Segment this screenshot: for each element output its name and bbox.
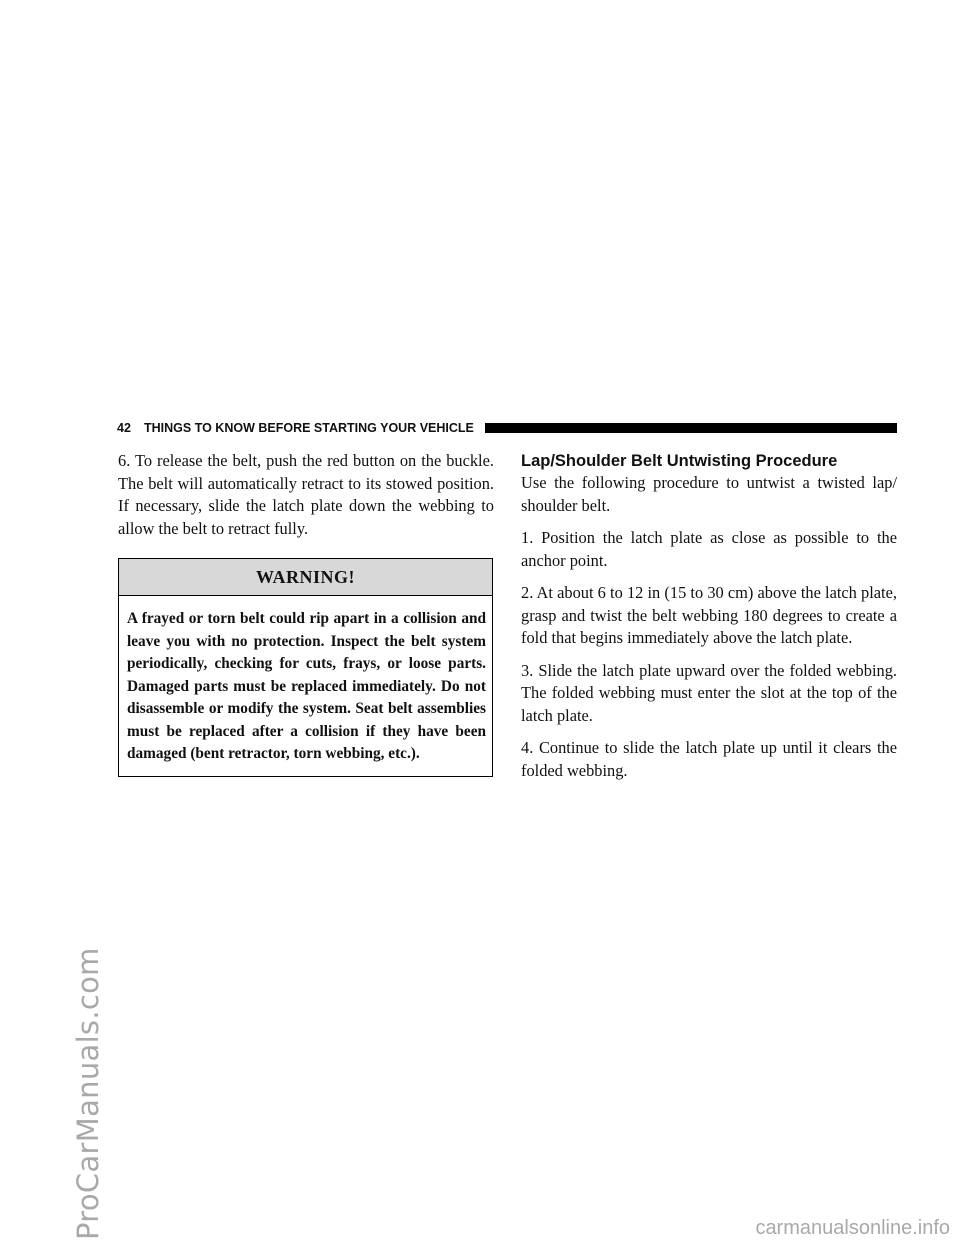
running-header xyxy=(117,420,897,436)
section-heading: Lap/Shoulder Belt Untwisting Procedure xyxy=(521,452,838,470)
left-column xyxy=(118,450,494,777)
step-3-text: 3. Slide the latch plate upward over the folded webbing. The folded webbing must enter the slot at the top of the latch plate. xyxy=(521,660,897,725)
footer-url[interactable]: carmanualsonline.info xyxy=(755,1217,950,1239)
step-1-text: 1. Position the latch plate as close as possible to the anchor point. xyxy=(521,528,897,570)
side-watermark: ProCarManuals.com xyxy=(71,947,105,1240)
page-number: 42 xyxy=(117,421,131,435)
intro-text: Use the following procedure to untwist a twisted lap/ shoulder belt. xyxy=(521,473,897,515)
step-4-text: 4. Continue to slide the latch plate up until it clears the folded webbing. xyxy=(521,738,897,780)
step-2-text: 2. At about 6 to 12 in (15 to 30 cm) above the latch plate, grasp and twist the belt webbing 180 degrees to create a fold that begins immediately above the latch plate. xyxy=(521,583,897,647)
section-title: THINGS TO KNOW BEFORE STARTING YOUR VEHICLE xyxy=(144,421,474,435)
right-column xyxy=(521,450,897,782)
warning-box xyxy=(118,558,493,777)
warning-title: WARNING! xyxy=(119,559,492,596)
header-rule xyxy=(485,423,897,433)
step-6-text: 6. To release the belt, push the red button on the buckle. The belt will automatically retract to its stowed position. If necessary, slide the latch plate down the webbing to allow the belt to retract fully. xyxy=(118,451,494,538)
warning-body: A frayed or torn belt could rip apart in a collision and leave you with no protection. Inspect the belt system periodically, checking for cuts, frays, or loose parts. Damaged parts must be replaced immediately. Do not disassemble or modify the system. Seat belt assemblies must be replaced after a collision if they have been damaged (bent retractor, torn webbing, etc.). xyxy=(127,610,486,762)
